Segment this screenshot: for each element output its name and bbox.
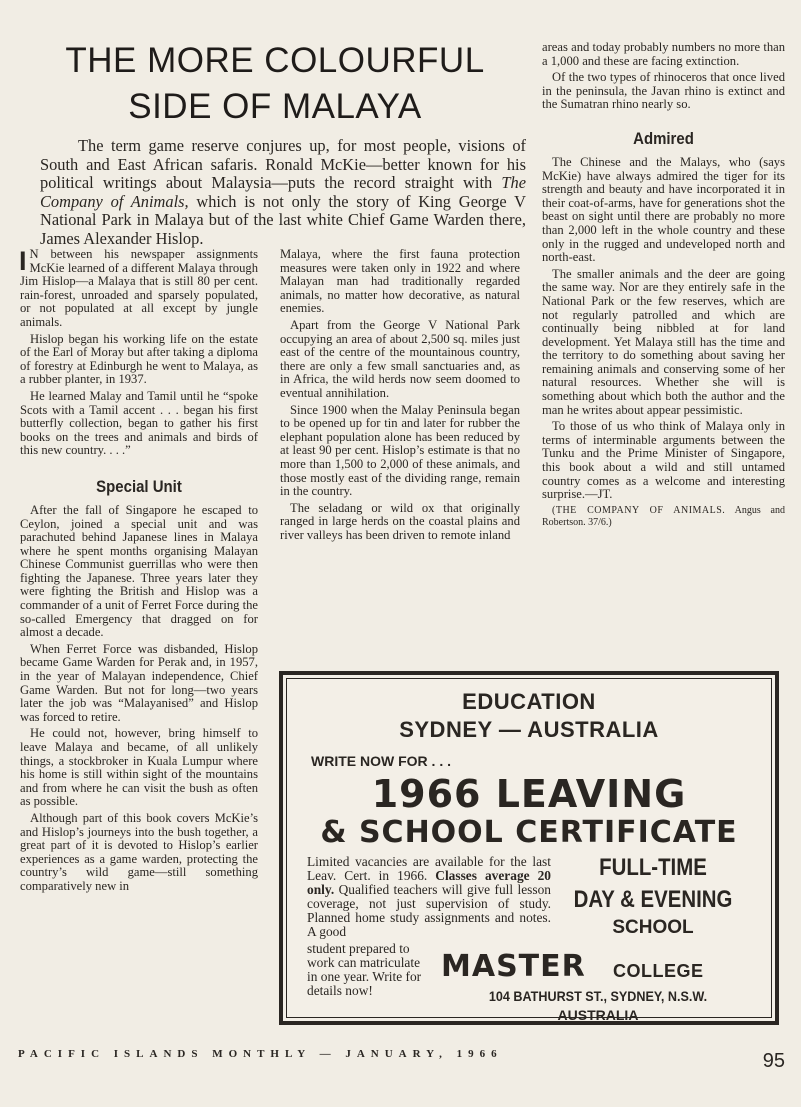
article-intro — [40, 137, 526, 249]
ad-write-now: WRITE NOW FOR . . . — [311, 753, 451, 769]
ad-body-a: Limited vacancies are available for the last Leav. Cert. in 1966. — [307, 854, 551, 883]
paragraph: The Chinese and the Malays, who (says McKie) have always admired the tiger for its strength and beauty and have incorporated it in their coat-of-arms, have for generations shot the beast on sight until there are probably no more than 2,000 left in the whole country and these only in the rugged and undeveloped north and north-east. — [542, 154, 785, 265]
article-column-2 — [280, 248, 520, 545]
paragraph: Of the two types of rhinoceros that once lived in the peninsula, the Javan rhino is extinct and the Sumatran rhino nearly so. — [542, 70, 785, 112]
paragraph — [20, 248, 258, 330]
drop-cap: I — [19, 246, 27, 276]
ad-school: SCHOOL — [612, 917, 694, 938]
headline-line-2: SIDE OF MALAYA — [128, 87, 422, 126]
intro-text-b: which is not only the story of King George V National Park in Malaya but of the last white Chief Game Warden there, James Alexander Hislop. — [40, 191, 526, 248]
paragraph: Apart from the George V National Park occupying an area of about 2,500 sq. miles just east of the centre of the mountainous country, there are only a few small sanctuaries and, as in Africa, the wild herds now seem doomed to eventual annihilation. — [280, 317, 520, 400]
paragraph: areas and today probably numbers no more than a 1,000 and these are facing extinction. — [542, 40, 785, 68]
book-credit — [542, 505, 785, 529]
paragraph: To those of us who think of Malaya only in terms of interminable arguments between the Tunku and the Prime Minister of Singapore, this book about a wild and still untamed country comes as a welcome and interesting surprise.—JT. — [542, 419, 785, 502]
paragraph: The seladang or wild ox that originally ranged in large herds on the coastal plains and river valleys has been driven to remote inland — [280, 500, 520, 542]
credit-publisher: Angus and Robertson. 37/6.) — [542, 504, 785, 528]
paragraph: After the fall of Singapore he escaped to Ceylon, joined a special unit and was parachuted behind Japanese lines in Malaya where he spent months organising Malayan Chinese Communist guerrillas who were then fighting the Japanese. Three years later they were fighting the British and Hislop was a commander of a unit of Ferret Force during the so-called Emergency that dragged on for almost a decade. — [20, 502, 258, 640]
ad-leaving-title: 1966 LEAVING — [371, 772, 687, 816]
paragraph: Since 1900 when the Malay Peninsula began to be opened up for tin and later for rubber the elephant population alone has been reduced by at least 90 per cent. Hislop’s estimate is that no more than 1,500 to 2,000 of these animals, and those mostly east of the dividing range, remain in the country. — [280, 402, 520, 499]
paragraph: Although part of this book covers McKie’s and Hislop’s journeys into the bush together, a great part of it is devoted to Hislop’s earlier experiences as a game warden, protecting the country’s wild game—still something comparatively new in — [20, 810, 258, 893]
ad-body-bold: Classes average 20 only. — [307, 868, 551, 897]
paragraph: He learned Malay and Tamil until he “spoke Scots with a Tamil accent . . . began his first butterfly collection, began to gather his first books on the trees and animals and birds of this new country. . . .” — [20, 388, 258, 458]
article-headline — [40, 38, 510, 130]
page-footer: PACIFIC ISLANDS MONTHLY — JANUARY, 1966 — [18, 1048, 503, 1060]
ad-location: SYDNEY — AUSTRALIA — [399, 717, 659, 742]
paragraph: Hislop began his working life on the estate of the Earl of Moray but after taking a diploma of forestry at Edinburgh he went to Malaya, as a rubber planter, in 1937. — [20, 331, 258, 387]
ad-school-certificate: & SCHOOL CERTIFICATE — [320, 815, 738, 850]
paragraph: When Ferret Force was disbanded, Hislop became Game Warden for Perak and, in 1957, in the year of Malayan independence, Chief Game Warden. But not for long—two years later the job was “Malayanised” and Hislop was forced to retire. — [20, 641, 258, 724]
ad-college: COLLEGE — [613, 961, 704, 981]
paragraph: He could not, however, bring himself to leave Malaya and became, of all unlikely things, a stockbroker in Kuala Lumpur where his home is still within sight of the mountains and from where he can visit the bush as often as possible. — [20, 726, 258, 809]
article-column-1 — [20, 248, 258, 897]
headline-line-1: THE MORE COLOURFUL — [65, 41, 485, 80]
paragraph: The smaller animals and the deer are going the same way. Nor are they entirely safe in the National Park or the few reserves, which are not regularly patrolled and which are continually being nibbled at for land development. Yet Malaya still has the time and the territory to do something about saving her remaining animals and conserving some of her natural resources. Whether she will is something about which both the author and the man he writes about appear pessimistic. — [542, 266, 785, 417]
ad-body-b: Qualified teachers will give full lesson coverage, not just supervision of study. Planned home study assignments and notes. A good — [307, 882, 551, 939]
ad-day-evening: DAY & EVENING — [573, 886, 733, 913]
page-number: 95 — [762, 1050, 785, 1072]
ad-fulltime: FULL-TIME — [599, 854, 707, 881]
ad-country: AUSTRALIA — [557, 1007, 639, 1023]
section-subhead: Special Unit — [96, 476, 182, 496]
article-column-3 — [542, 41, 785, 532]
section-subhead: Admired — [633, 128, 694, 148]
paragraph-text: N between his newspaper assignments McKie learned of a different Malaya through Jim Hislop—a Malaya that is still 80 per cent. rain-forest, unroaded and sparsely populated, or not populated at all except by jungle animals. — [20, 247, 258, 329]
advertisement — [279, 671, 779, 1025]
intro-text-a: The term game reserve conjures up, for most people, visions of South and East African safaris. Ronald McKie—better known for his political writings about Malaysia—puts the record straight with — [40, 136, 526, 193]
ad-schedule — [568, 852, 738, 916]
ad-address: 104 BATHURST ST., SYDNEY, N.S.W. — [488, 988, 708, 1004]
book-title: The Company of Animals, — [40, 173, 526, 211]
credit-title: (THE COMPANY OF ANIMALS. — [552, 504, 726, 516]
ad-body-text-2: student prepared to work can matriculate in one year. Write for details now! — [307, 941, 422, 998]
paragraph: Malaya, where the first fauna protection measures were taken only in 1922 and where Malayan man had traditionally regarded animals, no matter how decorative, as natural enemies. — [280, 247, 520, 316]
ad-heading: EDUCATION — [462, 689, 596, 714]
ad-body-text — [307, 855, 551, 939]
ad-master-logo: MASTER — [441, 949, 586, 984]
